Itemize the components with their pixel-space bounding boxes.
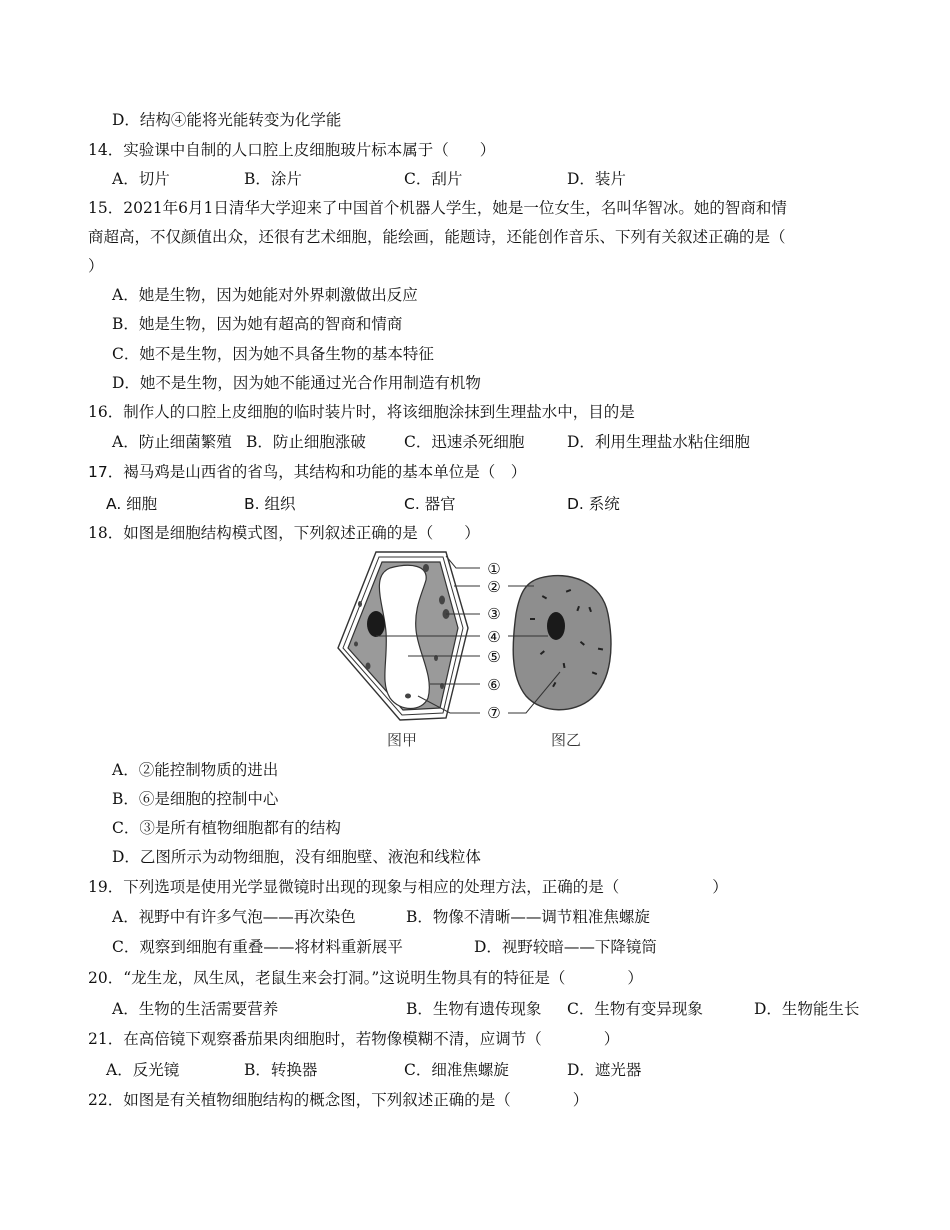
q15-stem-line1: 15．2021年6月1日清华大学迎来了中国首个机器人学生，她是一位女生，名叫华智冰。她的智商和情 <box>88 199 787 217</box>
figure-label-4: ④ <box>487 628 501 646</box>
q20-option-b: B．生物有遗传现象 <box>406 1000 542 1018</box>
q18-option-a: A．②能控制物质的进出 <box>112 761 279 779</box>
q16-option-a: A．防止细菌繁殖 <box>112 433 232 451</box>
q18-option-d: D．乙图所示为动物细胞，没有细胞壁、液泡和线粒体 <box>112 848 481 866</box>
q14-option-c: C．刮片 <box>404 170 463 188</box>
figure-label-6: ⑥ <box>487 676 501 694</box>
q21-stem: 21．在高倍镜下观察番茄果肉细胞时，若物像模糊不清，应调节（ ） <box>88 1030 620 1048</box>
q18-option-b: B．⑥是细胞的控制中心 <box>112 790 279 808</box>
q20-stem: 20．“龙生龙，凤生凤，老鼠生来会打洞。”这说明生物具有的特征是（ ） <box>88 969 643 987</box>
q19-option-b: B．物像不清晰——调节粗准焦螺旋 <box>406 908 650 926</box>
q17-option-d: D. 系统 <box>567 495 620 513</box>
figure-label-5: ⑤ <box>487 648 501 666</box>
q14-option-a: A．切片 <box>112 170 170 188</box>
q20-option-a: A．生物的生活需要营养 <box>112 1000 279 1018</box>
animal-cell-diagram <box>513 576 611 710</box>
q15-stem-line2: 商超高，不仅颜值出众，还很有艺术细胞，能绘画，能题诗，还能创作音乐、下列有关叙述正确的是（ <box>88 228 786 246</box>
figure-caption-right: 图乙 <box>550 731 582 749</box>
q18-stem: 18．如图是细胞结构模式图，下列叙述正确的是（ ） <box>88 524 480 542</box>
q14-stem: 14．实验课中自制的人口腔上皮细胞玻片标本属于（ ） <box>88 141 496 159</box>
q14-option-b: B．涂片 <box>244 170 302 188</box>
cell-structure-figure <box>330 548 630 758</box>
q15-option-b: B．她是生物，因为她有超高的智商和情商 <box>112 315 403 333</box>
q17-option-a: A. 细胞 <box>106 495 158 513</box>
q14-option-d: D．装片 <box>567 170 626 188</box>
q19-option-d: D．视野较暗——下降镜筒 <box>474 938 657 956</box>
q17-option-b: B. 组织 <box>244 495 296 513</box>
q21-option-a: A．反光镜 <box>106 1061 180 1079</box>
q21-option-b: B．转换器 <box>244 1061 318 1079</box>
q19-stem: 19．下列选项是使用光学显微镜时出现的现象与相应的处理方法，正确的是（ ） <box>88 878 728 896</box>
q18-option-c: C．③是所有植物细胞都有的结构 <box>112 819 341 837</box>
figure-label-7: ⑦ <box>487 704 501 722</box>
q21-option-c: C．细准焦螺旋 <box>404 1061 509 1079</box>
q19-option-a: A．视野中有许多气泡——再次染色 <box>112 908 356 926</box>
q22-stem: 22．如图是有关植物细胞结构的概念图，下列叙述正确的是（ ） <box>88 1091 589 1109</box>
q15-option-d: D．她不是生物，因为她不能通过光合作用制造有机物 <box>112 374 481 392</box>
q16-option-d: D．利用生理盐水粘住细胞 <box>567 433 750 451</box>
q15-stem-line3: ） <box>88 257 104 275</box>
q15-option-a: A．她是生物，因为她能对外界刺激做出反应 <box>112 286 418 304</box>
q20-option-c: C．生物有变异现象 <box>567 1000 703 1018</box>
figure-label-3: ③ <box>487 605 501 623</box>
figure-label-1: ① <box>487 560 501 578</box>
q17-stem: 17．褐马鸡是山西省的省鸟，其结构和功能的基本单位是（ ） <box>88 463 527 481</box>
q16-option-c: C．迅速杀死细胞 <box>404 433 525 451</box>
q16-option-b: B．防止细胞涨破 <box>246 433 366 451</box>
q13-option-d: D．结构④能将光能转变为化学能 <box>112 111 342 129</box>
q20-option-d: D．生物能生长 <box>754 1000 860 1018</box>
figure-label-2: ② <box>487 578 501 596</box>
q19-option-c: C．观察到细胞有重叠——将材料重新展平 <box>112 938 403 956</box>
q17-option-c: C. 器官 <box>404 495 456 513</box>
q15-option-c: C．她不是生物，因为她不具备生物的基本特征 <box>112 345 434 363</box>
q21-option-d: D．遮光器 <box>567 1061 642 1079</box>
figure-caption-left: 图甲 <box>386 731 418 749</box>
q16-stem: 16．制作人的口腔上皮细胞的临时装片时，将该细胞涂抹到生理盐水中，目的是 <box>88 403 635 421</box>
